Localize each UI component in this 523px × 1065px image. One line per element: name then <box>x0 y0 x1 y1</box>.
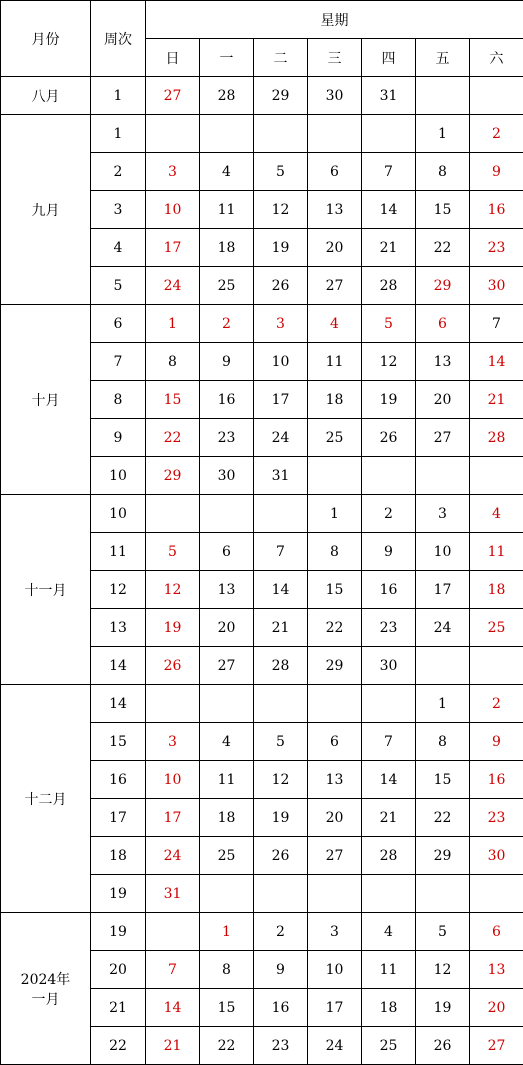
empty-day-cell <box>308 457 362 495</box>
day-cell: 10 <box>254 343 308 381</box>
day-cell: 27 <box>200 647 254 685</box>
day-cell: 26 <box>416 1027 470 1065</box>
day-cell: 18 <box>470 571 523 609</box>
day-cell: 8 <box>308 533 362 571</box>
day-cell: 31 <box>254 457 308 495</box>
day-cell: 2 <box>470 685 523 723</box>
day-cell: 24 <box>146 267 200 305</box>
day-cell: 1 <box>200 913 254 951</box>
day-cell: 6 <box>308 153 362 191</box>
day-cell: 19 <box>254 799 308 837</box>
day-cell: 23 <box>470 799 523 837</box>
empty-day-cell <box>254 685 308 723</box>
day-cell: 26 <box>254 267 308 305</box>
week-row <box>1 77 523 115</box>
day-cell: 15 <box>308 571 362 609</box>
day-cell: 14 <box>470 343 523 381</box>
day-cell: 1 <box>416 115 470 153</box>
calendar-header <box>1 1 523 77</box>
day-cell: 19 <box>146 609 200 647</box>
weekday-header-saturday: 六 <box>470 39 523 77</box>
day-cell: 1 <box>308 495 362 533</box>
day-cell: 6 <box>308 723 362 761</box>
day-cell: 22 <box>416 229 470 267</box>
week-row <box>1 685 523 723</box>
day-cell: 25 <box>470 609 523 647</box>
month-name-cell <box>1 305 91 495</box>
day-cell: 13 <box>308 761 362 799</box>
week-number-cell: 14 <box>91 685 146 723</box>
day-cell: 12 <box>146 571 200 609</box>
month-name-cell <box>1 77 91 115</box>
day-cell: 6 <box>200 533 254 571</box>
empty-day-cell <box>416 77 470 115</box>
day-cell: 29 <box>254 77 308 115</box>
empty-day-cell <box>416 457 470 495</box>
day-cell: 9 <box>470 153 523 191</box>
week-number-cell: 5 <box>91 267 146 305</box>
day-cell: 26 <box>146 647 200 685</box>
week-number-cell: 3 <box>91 191 146 229</box>
week-number-cell: 8 <box>91 381 146 419</box>
day-cell: 8 <box>146 343 200 381</box>
week-number-cell: 6 <box>91 305 146 343</box>
week-number-cell: 19 <box>91 875 146 913</box>
empty-day-cell <box>200 875 254 913</box>
weekday-header-thursday: 四 <box>362 39 416 77</box>
day-cell: 20 <box>200 609 254 647</box>
day-cell: 29 <box>146 457 200 495</box>
week-number-cell: 20 <box>91 951 146 989</box>
day-cell: 24 <box>254 419 308 457</box>
day-cell: 6 <box>416 305 470 343</box>
day-cell: 17 <box>308 989 362 1027</box>
week-number-cell: 14 <box>91 647 146 685</box>
month-name: 十一月 <box>24 582 67 599</box>
week-number-cell: 17 <box>91 799 146 837</box>
day-cell: 14 <box>362 191 416 229</box>
day-cell: 4 <box>470 495 523 533</box>
day-cell: 2 <box>470 115 523 153</box>
weekday-header-monday: 一 <box>200 39 254 77</box>
day-cell: 31 <box>362 77 416 115</box>
day-cell: 25 <box>200 837 254 875</box>
week-number-cell: 19 <box>91 913 146 951</box>
day-cell: 27 <box>308 267 362 305</box>
day-cell: 5 <box>362 305 416 343</box>
day-cell: 30 <box>362 647 416 685</box>
day-cell: 9 <box>470 723 523 761</box>
day-cell: 28 <box>470 419 523 457</box>
day-cell: 17 <box>146 799 200 837</box>
day-cell: 23 <box>470 229 523 267</box>
month-name-cell <box>1 115 91 305</box>
day-cell: 13 <box>470 951 523 989</box>
day-cell: 20 <box>470 989 523 1027</box>
week-number-cell: 16 <box>91 761 146 799</box>
day-cell: 20 <box>308 799 362 837</box>
day-cell: 30 <box>308 77 362 115</box>
day-cell: 16 <box>254 989 308 1027</box>
day-cell: 30 <box>200 457 254 495</box>
day-cell: 22 <box>416 799 470 837</box>
day-cell: 16 <box>362 571 416 609</box>
empty-day-cell <box>146 913 200 951</box>
day-cell: 7 <box>254 533 308 571</box>
day-cell: 1 <box>146 305 200 343</box>
day-cell: 5 <box>416 913 470 951</box>
month-name-cell <box>1 913 91 1065</box>
day-cell: 4 <box>200 153 254 191</box>
empty-day-cell <box>362 457 416 495</box>
empty-day-cell <box>470 647 523 685</box>
day-cell: 19 <box>416 989 470 1027</box>
day-cell: 11 <box>200 761 254 799</box>
day-cell: 6 <box>470 913 523 951</box>
month-name: 九月 <box>31 202 60 219</box>
day-cell: 18 <box>362 989 416 1027</box>
day-cell: 15 <box>416 191 470 229</box>
day-cell: 29 <box>416 837 470 875</box>
day-cell: 19 <box>254 229 308 267</box>
day-cell: 27 <box>470 1027 523 1065</box>
day-cell: 19 <box>362 381 416 419</box>
day-cell: 17 <box>416 571 470 609</box>
day-cell: 12 <box>416 951 470 989</box>
day-cell: 13 <box>416 343 470 381</box>
month-name-cell <box>1 685 91 913</box>
empty-day-cell <box>470 77 523 115</box>
week-number-cell: 2 <box>91 153 146 191</box>
day-cell: 13 <box>308 191 362 229</box>
day-cell: 15 <box>146 381 200 419</box>
month-name: 2024年 <box>20 971 71 988</box>
day-cell: 21 <box>146 1027 200 1065</box>
empty-day-cell <box>470 457 523 495</box>
day-cell: 17 <box>254 381 308 419</box>
weekday-header-tuesday: 二 <box>254 39 308 77</box>
day-cell: 4 <box>362 913 416 951</box>
day-cell: 3 <box>254 305 308 343</box>
day-cell: 8 <box>416 723 470 761</box>
week-number-cell: 18 <box>91 837 146 875</box>
week-number-cell: 12 <box>91 571 146 609</box>
day-cell: 21 <box>470 381 523 419</box>
day-cell: 22 <box>308 609 362 647</box>
day-cell: 9 <box>254 951 308 989</box>
day-cell: 20 <box>308 229 362 267</box>
week-number-cell: 11 <box>91 533 146 571</box>
day-cell: 24 <box>416 609 470 647</box>
day-cell: 24 <box>146 837 200 875</box>
day-cell: 2 <box>200 305 254 343</box>
day-cell: 20 <box>416 381 470 419</box>
day-cell: 2 <box>362 495 416 533</box>
day-cell: 7 <box>146 951 200 989</box>
day-cell: 8 <box>416 153 470 191</box>
day-cell: 25 <box>362 1027 416 1065</box>
day-cell: 3 <box>308 913 362 951</box>
day-cell: 24 <box>308 1027 362 1065</box>
empty-day-cell <box>146 115 200 153</box>
week-number-cell: 21 <box>91 989 146 1027</box>
week-row <box>1 115 523 153</box>
day-cell: 3 <box>146 153 200 191</box>
empty-day-cell <box>254 875 308 913</box>
day-cell: 28 <box>254 647 308 685</box>
day-cell: 12 <box>362 343 416 381</box>
weekday-group-header: 星期 <box>146 1 523 39</box>
day-cell: 28 <box>362 837 416 875</box>
empty-day-cell <box>308 875 362 913</box>
empty-day-cell <box>200 495 254 533</box>
day-cell: 10 <box>416 533 470 571</box>
empty-day-cell <box>308 115 362 153</box>
day-cell: 25 <box>308 419 362 457</box>
week-row <box>1 913 523 951</box>
empty-day-cell <box>470 875 523 913</box>
day-cell: 18 <box>200 799 254 837</box>
day-cell: 7 <box>362 153 416 191</box>
week-number-cell: 9 <box>91 419 146 457</box>
empty-day-cell <box>200 685 254 723</box>
calendar-body <box>1 77 523 1065</box>
week-number-cell: 4 <box>91 229 146 267</box>
empty-day-cell <box>416 875 470 913</box>
empty-day-cell <box>254 115 308 153</box>
week-column-header: 周次 <box>91 1 146 77</box>
empty-day-cell <box>200 115 254 153</box>
day-cell: 26 <box>254 837 308 875</box>
day-cell: 30 <box>470 837 523 875</box>
empty-day-cell <box>362 685 416 723</box>
week-row <box>1 305 523 343</box>
day-cell: 28 <box>200 77 254 115</box>
day-cell: 30 <box>470 267 523 305</box>
week-number-cell: 1 <box>91 115 146 153</box>
month-name-line2: 一月 <box>31 991 60 1008</box>
week-number-cell: 15 <box>91 723 146 761</box>
day-cell: 21 <box>362 799 416 837</box>
day-cell: 15 <box>416 761 470 799</box>
day-cell: 27 <box>308 837 362 875</box>
month-column-header: 月份 <box>1 1 91 77</box>
day-cell: 4 <box>308 305 362 343</box>
day-cell: 11 <box>200 191 254 229</box>
day-cell: 29 <box>308 647 362 685</box>
day-cell: 1 <box>416 685 470 723</box>
day-cell: 10 <box>146 191 200 229</box>
day-cell: 11 <box>308 343 362 381</box>
empty-day-cell <box>146 495 200 533</box>
week-number-cell: 10 <box>91 495 146 533</box>
day-cell: 7 <box>362 723 416 761</box>
empty-day-cell <box>362 115 416 153</box>
day-cell: 15 <box>200 989 254 1027</box>
day-cell: 8 <box>200 951 254 989</box>
day-cell: 22 <box>200 1027 254 1065</box>
day-cell: 3 <box>146 723 200 761</box>
day-cell: 5 <box>254 723 308 761</box>
weekday-header-sunday: 日 <box>146 39 200 77</box>
day-cell: 18 <box>200 229 254 267</box>
day-cell: 3 <box>416 495 470 533</box>
month-name: 十二月 <box>24 791 67 808</box>
day-cell: 11 <box>362 951 416 989</box>
day-cell: 4 <box>200 723 254 761</box>
day-cell: 29 <box>416 267 470 305</box>
day-cell: 18 <box>308 381 362 419</box>
day-cell: 27 <box>416 419 470 457</box>
day-cell: 28 <box>362 267 416 305</box>
weekday-header-wednesday: 三 <box>308 39 362 77</box>
day-cell: 16 <box>470 191 523 229</box>
day-cell: 13 <box>200 571 254 609</box>
month-name-cell <box>1 495 91 685</box>
day-cell: 16 <box>470 761 523 799</box>
day-cell: 23 <box>254 1027 308 1065</box>
day-cell: 23 <box>200 419 254 457</box>
week-number-cell: 1 <box>91 77 146 115</box>
day-cell: 9 <box>200 343 254 381</box>
empty-day-cell <box>146 685 200 723</box>
day-cell: 12 <box>254 191 308 229</box>
empty-day-cell <box>254 495 308 533</box>
week-number-cell: 22 <box>91 1027 146 1065</box>
empty-day-cell <box>308 685 362 723</box>
week-number-cell: 7 <box>91 343 146 381</box>
month-name: 十月 <box>31 392 60 409</box>
month-name: 八月 <box>31 88 60 105</box>
day-cell: 21 <box>254 609 308 647</box>
day-cell: 23 <box>362 609 416 647</box>
day-cell: 26 <box>362 419 416 457</box>
day-cell: 5 <box>146 533 200 571</box>
day-cell: 14 <box>362 761 416 799</box>
weekday-header-friday: 五 <box>416 39 470 77</box>
week-row <box>1 495 523 533</box>
day-cell: 21 <box>362 229 416 267</box>
day-cell: 27 <box>146 77 200 115</box>
day-cell: 10 <box>146 761 200 799</box>
day-cell: 12 <box>254 761 308 799</box>
day-cell: 2 <box>254 913 308 951</box>
day-cell: 9 <box>362 533 416 571</box>
day-cell: 31 <box>146 875 200 913</box>
day-cell: 7 <box>470 305 523 343</box>
day-cell: 17 <box>146 229 200 267</box>
day-cell: 25 <box>200 267 254 305</box>
day-cell: 5 <box>254 153 308 191</box>
day-cell: 14 <box>254 571 308 609</box>
day-cell: 10 <box>308 951 362 989</box>
day-cell: 22 <box>146 419 200 457</box>
empty-day-cell <box>362 875 416 913</box>
week-number-cell: 13 <box>91 609 146 647</box>
week-number-cell: 10 <box>91 457 146 495</box>
empty-day-cell <box>416 647 470 685</box>
day-cell: 11 <box>470 533 523 571</box>
day-cell: 14 <box>146 989 200 1027</box>
day-cell: 16 <box>200 381 254 419</box>
